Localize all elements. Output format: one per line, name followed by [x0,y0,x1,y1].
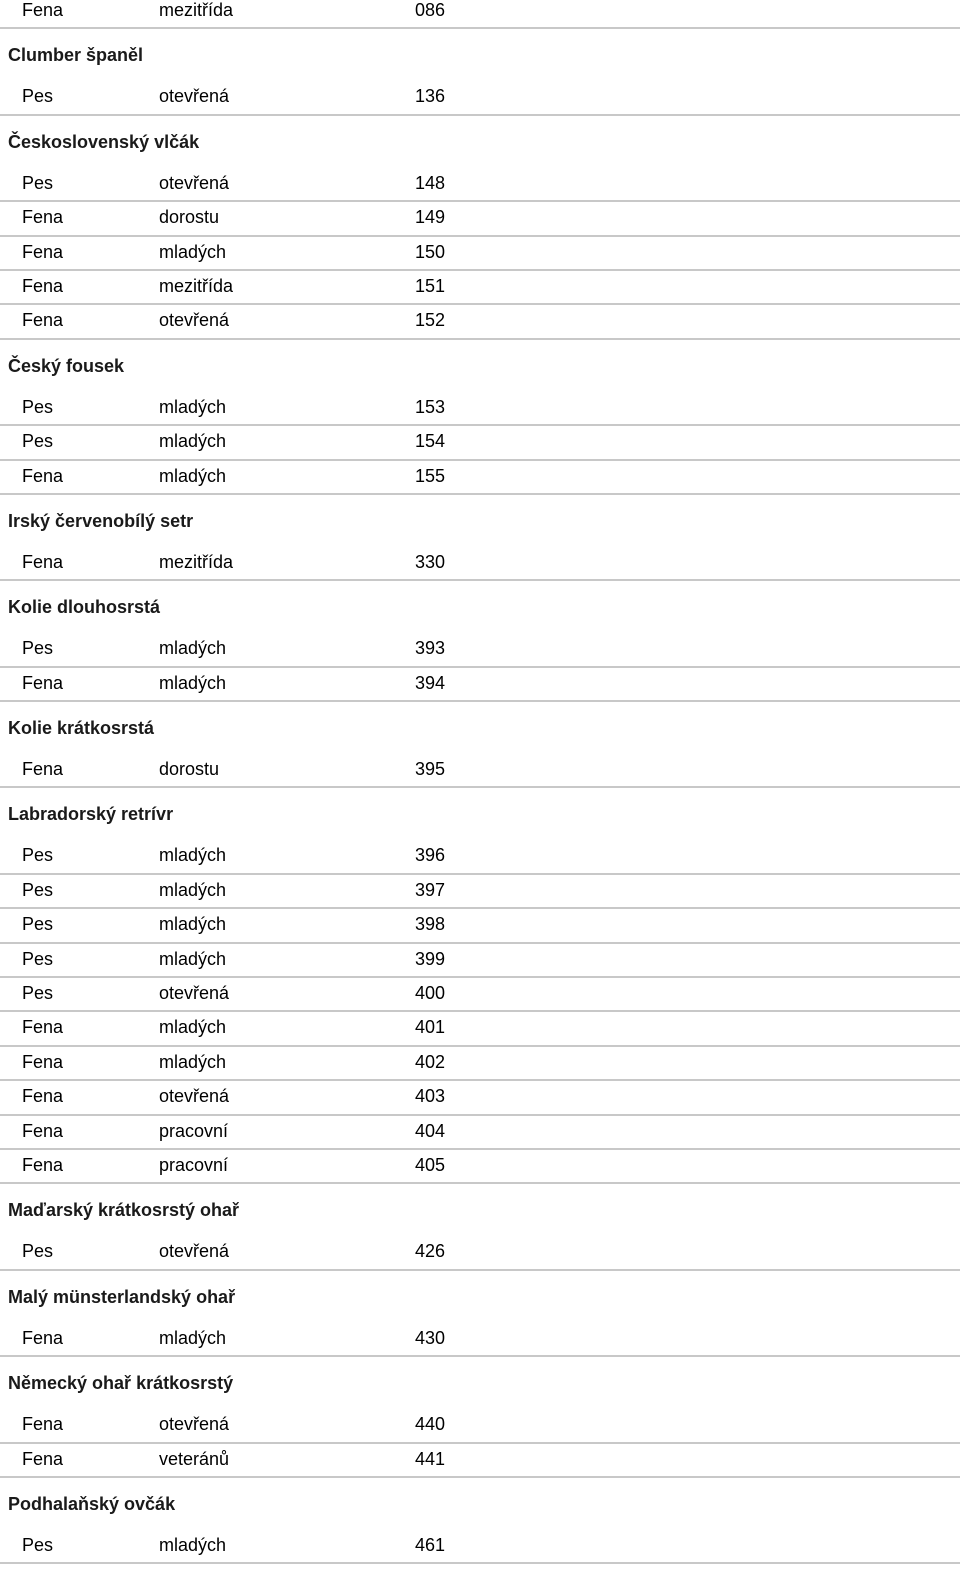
entry-class: dorostu [159,759,220,780]
entry-sex: Pes [22,948,54,969]
entry-class: dorostu [159,207,220,228]
entry-sex: Pes [22,172,54,193]
entry-row [0,909,960,943]
entry-row [0,305,960,339]
breed-section [0,1271,960,1357]
entry-sex: Pes [22,1534,54,1555]
entry-number: 401 [415,1017,446,1038]
entry-sex: Pes [22,431,54,452]
continued-entries [0,0,960,29]
entry-number: 400 [415,983,446,1004]
entry-number: 440 [415,1414,446,1435]
entry-class: mladých [159,241,227,262]
entry-class: mladých [159,396,227,417]
entry-class: mladých [159,1051,227,1072]
entry-row [0,1012,960,1046]
entry-class: mezitřída [159,0,234,20]
breed-section [0,788,960,1184]
entry-number: 152 [415,310,446,331]
entry-row [0,944,960,978]
entry-class: otevřená [159,983,230,1004]
entry-sex: Fena [22,1086,64,1107]
entry-number: 155 [415,465,446,486]
entry-row [0,1409,960,1443]
entry-number: 397 [415,879,446,900]
entry-sex: Fena [22,465,64,486]
breed-name: Malý münsterlandský ohař [8,1286,236,1307]
entry-row [0,633,960,667]
entry-sex: Pes [22,638,54,659]
entry-sex: Fena [22,310,64,331]
entry-sex: Pes [22,879,54,900]
entry-sex: Fena [22,1120,64,1141]
entry-sex: Pes [22,914,54,935]
entry-row [0,1150,960,1184]
entry-class: otevřená [159,86,230,107]
breed-name: Irský červenobílý setr [8,510,194,531]
breed-name: Labradorský retrívr [8,804,174,825]
entry-row [0,202,960,236]
entry-sex: Fena [22,551,64,572]
entry-row [0,1323,960,1357]
entry-sex: Fena [22,1154,64,1175]
entry-class: veteránů [159,1448,230,1469]
entry-sex: Fena [22,1448,64,1469]
entry-sex: Fena [22,275,64,296]
entry-row [0,0,960,29]
entry-class: mladých [159,948,227,969]
entry-number: 149 [415,207,446,228]
entry-class: mezitřída [159,551,234,572]
entry-class: mladých [159,638,227,659]
breed-name: Podhalaňský ovčák [8,1493,176,1514]
entry-number: 150 [415,241,446,262]
entry-row [0,840,960,874]
breed-name: Clumber španěl [8,45,144,66]
entry-row [0,547,960,581]
breed-section [0,495,960,581]
entry-sex: Fena [22,672,64,693]
entry-number: 153 [415,396,446,417]
entry-number: 396 [415,845,446,866]
entry-sex: Fena [22,241,64,262]
breed-section [0,29,960,115]
entry-sex: Fena [22,1017,64,1038]
entry-row [0,271,960,305]
breed-name: Český fousek [8,355,125,376]
entry-class: mladých [159,431,227,452]
entry-number: 086 [415,0,446,20]
entry-class: pracovní [159,1120,229,1141]
entry-row [0,978,960,1012]
entry-row [0,1081,960,1115]
entry-sex: Pes [22,983,54,1004]
breed-name: Kolie dlouhosrstá [8,597,161,618]
entry-number: 151 [415,275,446,296]
breed-section [0,1184,960,1270]
entry-sex: Fena [22,759,64,780]
entry-class: mladých [159,1534,227,1555]
entry-number: 393 [415,638,446,659]
entry-class: mezitřída [159,275,234,296]
entry-class: mladých [159,672,227,693]
breed-name: Československý vlčák [8,131,200,152]
entry-number: 426 [415,1241,446,1262]
entry-sex: Fena [22,1051,64,1072]
entry-sex: Fena [22,1327,64,1348]
entry-row [0,168,960,202]
entry-class: mladých [159,1017,227,1038]
entry-class: mladých [159,1327,227,1348]
entry-sex: Fena [22,1414,64,1435]
entry-class: otevřená [159,172,230,193]
entry-class: mladých [159,914,227,935]
entry-number: 441 [415,1448,446,1469]
entry-class: otevřená [159,1241,230,1262]
entry-row [0,1444,960,1478]
breed-section [0,581,960,702]
entry-sex: Pes [22,396,54,417]
entry-sex: Fena [22,0,64,20]
breed-section [0,1478,960,1564]
entry-number: 430 [415,1327,446,1348]
entry-row [0,392,960,426]
entry-number: 154 [415,431,446,452]
entry-class: pracovní [159,1154,229,1175]
entry-sex: Pes [22,1241,54,1262]
entry-row [0,668,960,702]
entry-number: 148 [415,172,446,193]
entry-number: 394 [415,672,446,693]
entry-number: 330 [415,551,446,572]
entry-row [0,237,960,271]
breed-name: Kolie krátkosrstá [8,718,155,739]
entry-row [0,1047,960,1081]
entry-class: mladých [159,465,227,486]
entry-number: 461 [415,1534,446,1555]
entry-sex: Pes [22,845,54,866]
entry-number: 399 [415,948,446,969]
entry-class: mladých [159,845,227,866]
entry-row [0,1116,960,1150]
entry-row [0,461,960,495]
breed-section [0,1357,960,1478]
entry-row [0,81,960,115]
breed-section [0,116,960,340]
entry-number: 398 [415,914,446,935]
breed-section [0,340,960,495]
entry-number: 405 [415,1154,446,1175]
entry-number: 404 [415,1120,446,1141]
entry-sex: Fena [22,207,64,228]
entry-number: 403 [415,1086,446,1107]
entry-number: 402 [415,1051,446,1072]
entry-number: 136 [415,86,446,107]
entry-row [0,1530,960,1564]
entry-row [0,1236,960,1270]
entry-row [0,426,960,460]
entry-class: otevřená [159,310,230,331]
entry-class: otevřená [159,1086,230,1107]
entry-class: mladých [159,879,227,900]
entry-number: 395 [415,759,446,780]
entry-sex: Pes [22,86,54,107]
breed-name: Německý ohař krátkosrstý [8,1373,234,1394]
breed-section [0,702,960,788]
entry-row [0,754,960,788]
entry-row [0,875,960,909]
breed-name: Maďarský krátkosrstý ohař [8,1200,240,1221]
entry-class: otevřená [159,1414,230,1435]
